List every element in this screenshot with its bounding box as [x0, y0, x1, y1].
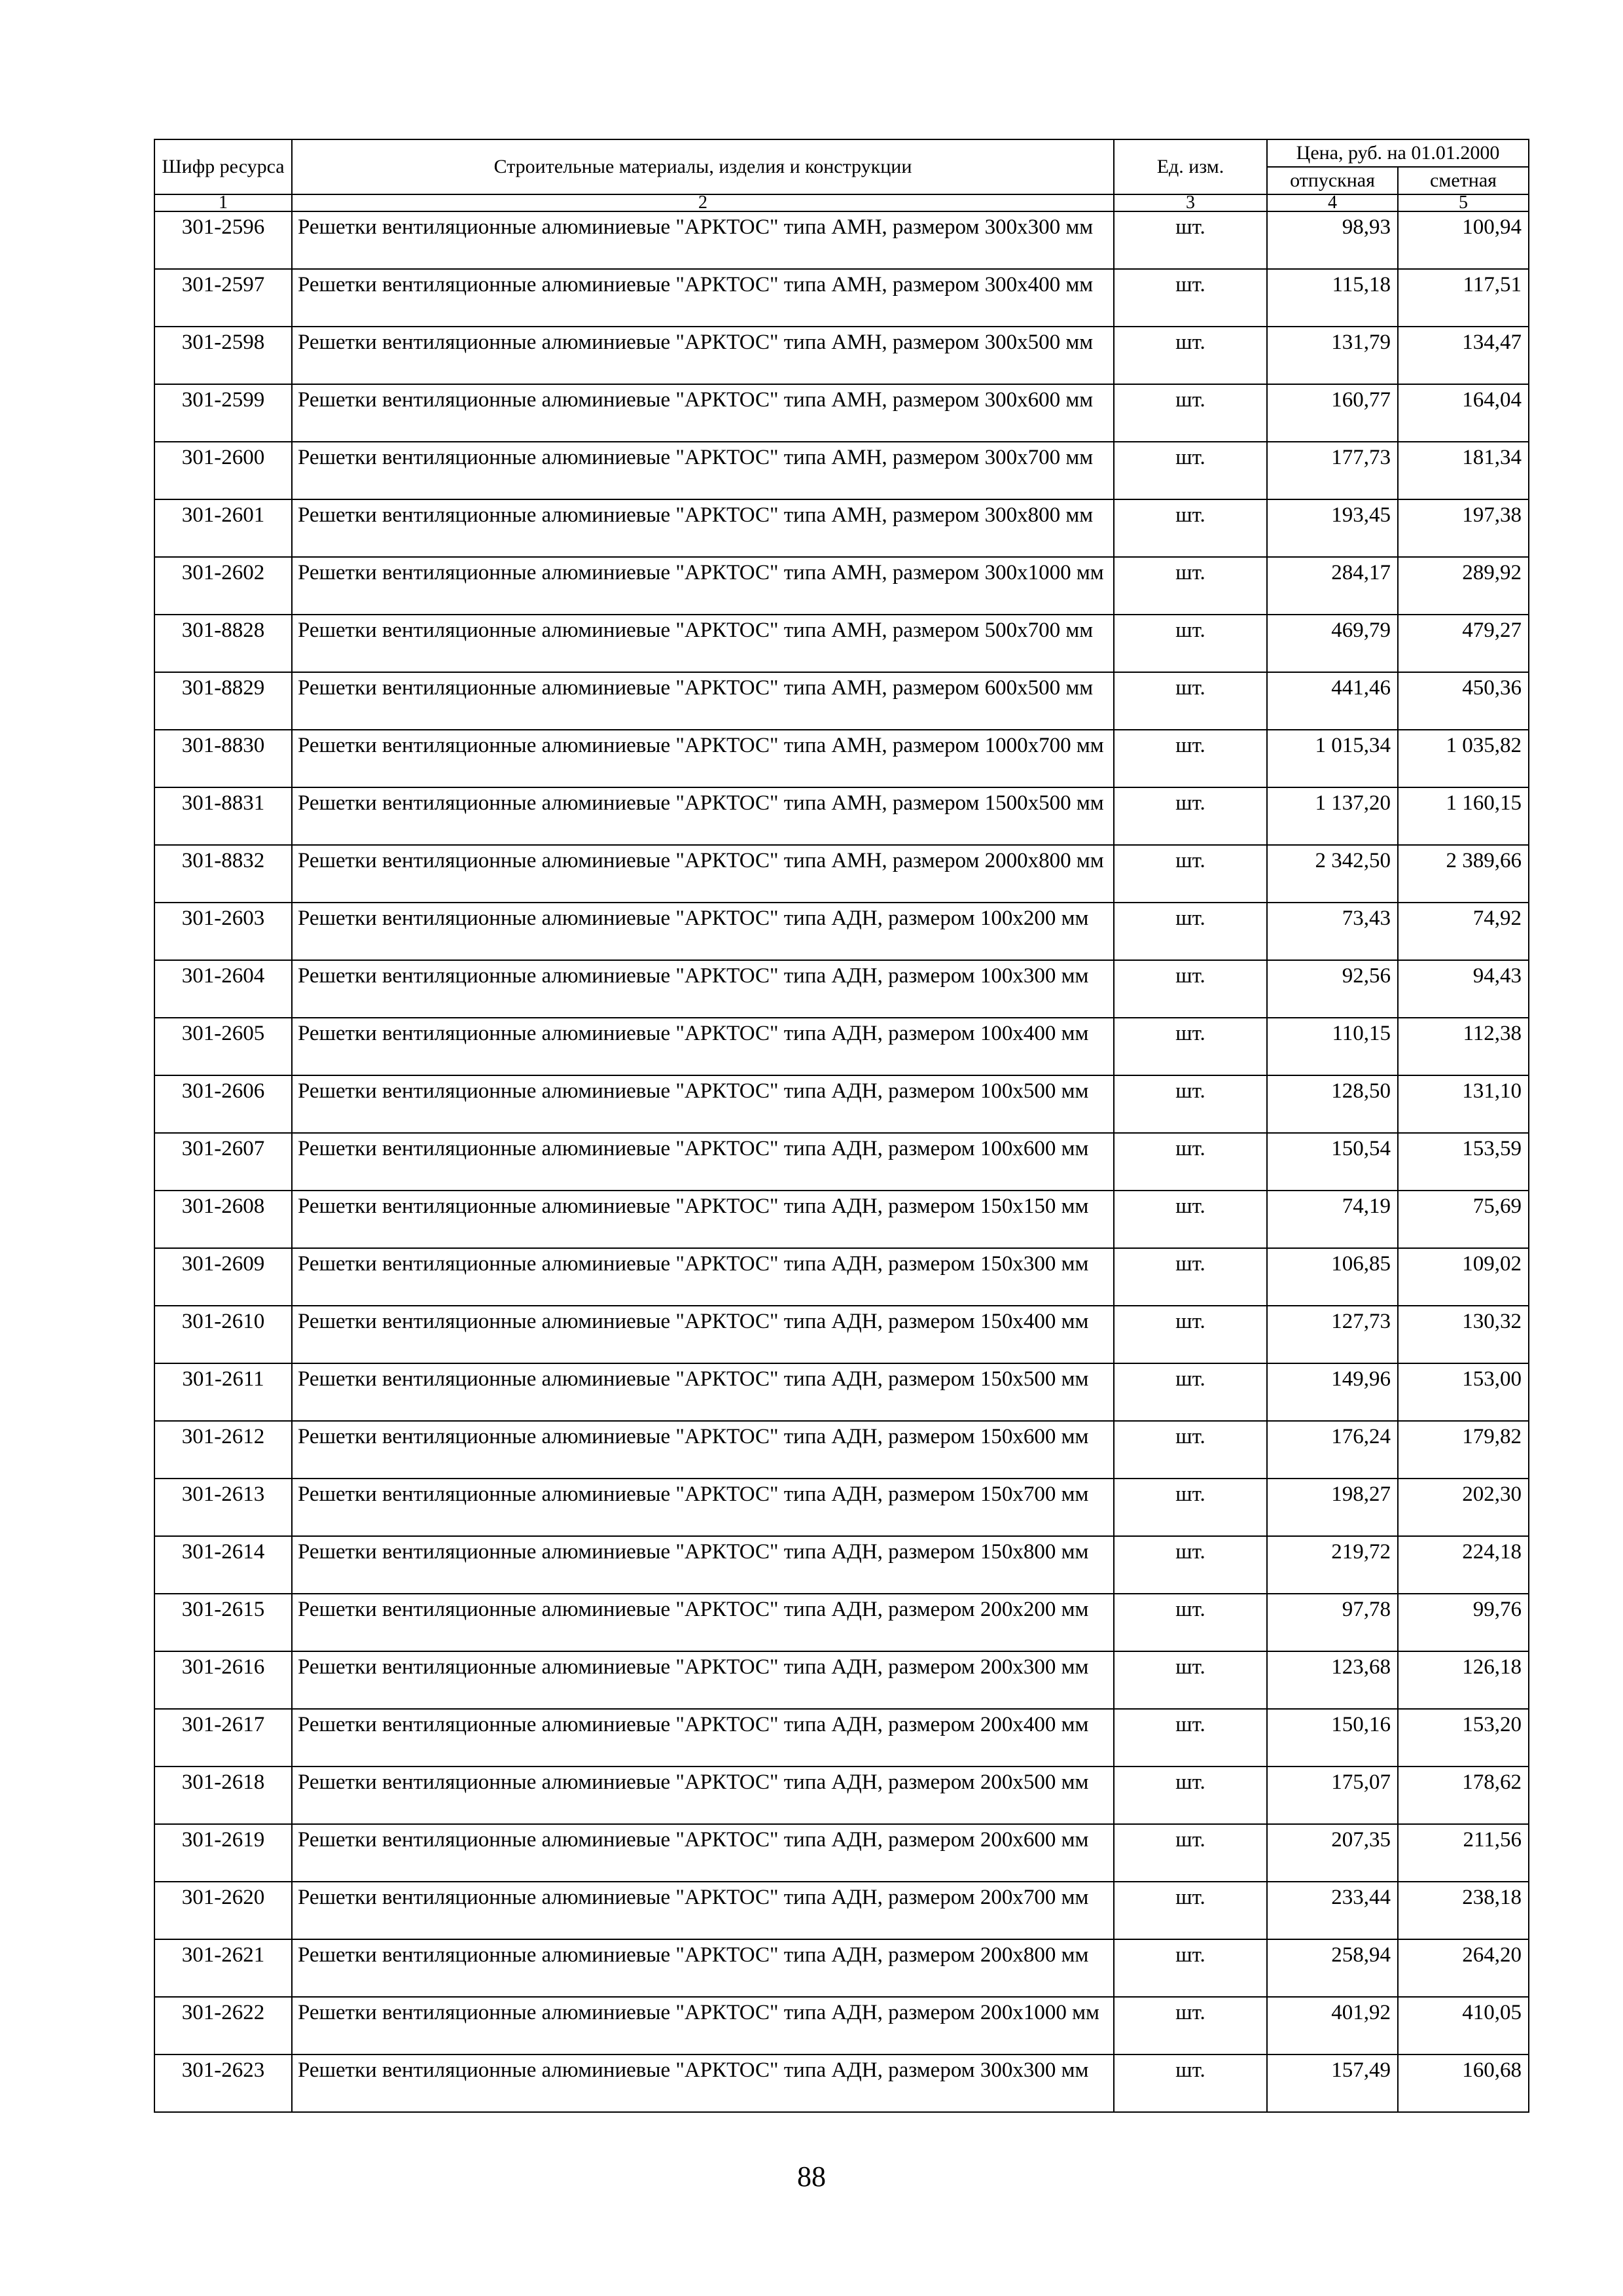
estimate-price: 238,18	[1398, 1882, 1529, 1939]
estimate-price: 75,69	[1398, 1191, 1529, 1248]
material-name: Решетки вентиляционные алюминиевые "АРКТОС" типа АМН, размером 300х400 мм	[292, 269, 1114, 327]
unit-of-measure: шт.	[1114, 1709, 1267, 1767]
table-row	[154, 327, 1529, 384]
unit-of-measure: шт.	[1114, 845, 1267, 903]
resource-code: 301-2603	[154, 903, 292, 960]
material-name: Решетки вентиляционные алюминиевые "АРКТОС" типа АДН, размером 300х300 мм	[292, 2054, 1114, 2112]
material-name: Решетки вентиляционные алюминиевые "АРКТОС" типа АДН, размером 100х400 мм	[292, 1018, 1114, 1075]
material-name: Решетки вентиляционные алюминиевые "АРКТОС" типа АДН, размером 200х400 мм	[292, 1709, 1114, 1767]
table-row	[154, 2054, 1529, 2112]
material-name: Решетки вентиляционные алюминиевые "АРКТОС" типа АМН, размером 300х500 мм	[292, 327, 1114, 384]
estimate-price: 130,32	[1398, 1306, 1529, 1363]
material-name: Решетки вентиляционные алюминиевые "АРКТОС" типа АМН, размером 600х500 мм	[292, 672, 1114, 730]
material-name: Решетки вентиляционные алюминиевые "АРКТОС" типа АДН, размером 200х600 мм	[292, 1824, 1114, 1882]
release-price: 73,43	[1267, 903, 1398, 960]
estimate-price: 117,51	[1398, 269, 1529, 327]
resource-code: 301-2620	[154, 1882, 292, 1939]
unit-of-measure: шт.	[1114, 384, 1267, 442]
unit-of-measure: шт.	[1114, 1882, 1267, 1939]
resource-code: 301-2596	[154, 211, 292, 269]
table-row	[154, 269, 1529, 327]
material-name: Решетки вентиляционные алюминиевые "АРКТОС" типа АДН, размером 150х600 мм	[292, 1421, 1114, 1479]
estimate-price: 1 160,15	[1398, 787, 1529, 845]
release-price: 284,17	[1267, 557, 1398, 615]
resource-code: 301-2622	[154, 1997, 292, 2054]
price-table	[154, 139, 1529, 2113]
unit-of-measure: шт.	[1114, 269, 1267, 327]
unit-of-measure: шт.	[1114, 1421, 1267, 1479]
estimate-price: 178,62	[1398, 1767, 1529, 1824]
unit-of-measure: шт.	[1114, 1594, 1267, 1651]
unit-of-measure: шт.	[1114, 557, 1267, 615]
release-price: 106,85	[1267, 1248, 1398, 1306]
resource-code: 301-2611	[154, 1363, 292, 1421]
material-name: Решетки вентиляционные алюминиевые "АРКТОС" типа АМН, размером 1000х700 мм	[292, 730, 1114, 787]
resource-code: 301-2601	[154, 499, 292, 557]
resource-code: 301-8832	[154, 845, 292, 903]
unit-of-measure: шт.	[1114, 1306, 1267, 1363]
release-price: 233,44	[1267, 1882, 1398, 1939]
table-row	[154, 1018, 1529, 1075]
table-row	[154, 615, 1529, 672]
estimate-price: 410,05	[1398, 1997, 1529, 2054]
estimate-price: 134,47	[1398, 327, 1529, 384]
release-price: 177,73	[1267, 442, 1398, 499]
estimate-price: 164,04	[1398, 384, 1529, 442]
resource-code: 301-2617	[154, 1709, 292, 1767]
estimate-price: 153,00	[1398, 1363, 1529, 1421]
estimate-price: 289,92	[1398, 557, 1529, 615]
resource-code: 301-2600	[154, 442, 292, 499]
table-body	[154, 211, 1529, 2112]
unit-of-measure: шт.	[1114, 1939, 1267, 1997]
resource-code: 301-2606	[154, 1075, 292, 1133]
table-row	[154, 211, 1529, 269]
table-row	[154, 384, 1529, 442]
resource-code: 301-2597	[154, 269, 292, 327]
resource-code: 301-2616	[154, 1651, 292, 1709]
resource-code: 301-2609	[154, 1248, 292, 1306]
unit-of-measure: шт.	[1114, 1133, 1267, 1191]
estimate-price: 74,92	[1398, 903, 1529, 960]
resource-code: 301-2613	[154, 1479, 292, 1536]
release-price: 175,07	[1267, 1767, 1398, 1824]
material-name: Решетки вентиляционные алюминиевые "АРКТОС" типа АМН, размером 300х700 мм	[292, 442, 1114, 499]
material-name: Решетки вентиляционные алюминиевые "АРКТОС" типа АМН, размером 300х1000 мм	[292, 557, 1114, 615]
resource-code: 301-8829	[154, 672, 292, 730]
release-price: 207,35	[1267, 1824, 1398, 1882]
release-price: 110,15	[1267, 1018, 1398, 1075]
resource-code: 301-8828	[154, 615, 292, 672]
resource-code: 301-2602	[154, 557, 292, 615]
material-name: Решетки вентиляционные алюминиевые "АРКТОС" типа АДН, размером 150х400 мм	[292, 1306, 1114, 1363]
resource-code: 301-2608	[154, 1191, 292, 1248]
release-price: 401,92	[1267, 1997, 1398, 2054]
table-row	[154, 1248, 1529, 1306]
unit-of-measure: шт.	[1114, 1824, 1267, 1882]
release-price: 2 342,50	[1267, 845, 1398, 903]
release-price: 1 137,20	[1267, 787, 1398, 845]
release-price: 258,94	[1267, 1939, 1398, 1997]
resource-code: 301-2618	[154, 1767, 292, 1824]
material-name: Решетки вентиляционные алюминиевые "АРКТОС" типа АМН, размером 1500х500 мм	[292, 787, 1114, 845]
table-row	[154, 845, 1529, 903]
unit-of-measure: шт.	[1114, 1767, 1267, 1824]
material-name: Решетки вентиляционные алюминиевые "АРКТОС" типа АМН, размером 500х700 мм	[292, 615, 1114, 672]
release-price: 176,24	[1267, 1421, 1398, 1479]
table-row	[154, 1075, 1529, 1133]
unit-of-measure: шт.	[1114, 1248, 1267, 1306]
material-name: Решетки вентиляционные алюминиевые "АРКТОС" типа АДН, размером 150х800 мм	[292, 1536, 1114, 1594]
material-name: Решетки вентиляционные алюминиевые "АРКТОС" типа АДН, размером 100х200 мм	[292, 903, 1114, 960]
material-name: Решетки вентиляционные алюминиевые "АРКТОС" типа АМН, размером 2000х800 мм	[292, 845, 1114, 903]
table-row	[154, 442, 1529, 499]
release-price: 149,96	[1267, 1363, 1398, 1421]
table-row	[154, 1709, 1529, 1767]
resource-code: 301-2619	[154, 1824, 292, 1882]
release-price: 198,27	[1267, 1479, 1398, 1536]
column-number: 2	[292, 194, 1114, 211]
material-name: Решетки вентиляционные алюминиевые "АРКТОС" типа АМН, размером 300х300 мм	[292, 211, 1114, 269]
release-price: 469,79	[1267, 615, 1398, 672]
estimate-price: 179,82	[1398, 1421, 1529, 1479]
material-name: Решетки вентиляционные алюминиевые "АРКТОС" типа АДН, размером 200х800 мм	[292, 1939, 1114, 1997]
estimate-price: 126,18	[1398, 1651, 1529, 1709]
header-price-release: отпускная	[1267, 167, 1398, 194]
estimate-price: 131,10	[1398, 1075, 1529, 1133]
table-row	[154, 1882, 1529, 1939]
table-row	[154, 499, 1529, 557]
unit-of-measure: шт.	[1114, 1536, 1267, 1594]
table-row	[154, 1651, 1529, 1709]
unit-of-measure: шт.	[1114, 730, 1267, 787]
header-price-estimate: сметная	[1398, 167, 1529, 194]
release-price: 150,16	[1267, 1709, 1398, 1767]
resource-code: 301-2612	[154, 1421, 292, 1479]
material-name: Решетки вентиляционные алюминиевые "АРКТОС" типа АДН, размером 200х500 мм	[292, 1767, 1114, 1824]
estimate-price: 1 035,82	[1398, 730, 1529, 787]
column-number-row	[154, 194, 1529, 211]
table-row	[154, 1767, 1529, 1824]
release-price: 92,56	[1267, 960, 1398, 1018]
table-row	[154, 730, 1529, 787]
estimate-price: 109,02	[1398, 1248, 1529, 1306]
header-unit: Ед. изм.	[1114, 139, 1267, 194]
unit-of-measure: шт.	[1114, 1363, 1267, 1421]
estimate-price: 211,56	[1398, 1824, 1529, 1882]
unit-of-measure: шт.	[1114, 499, 1267, 557]
estimate-price: 479,27	[1398, 615, 1529, 672]
release-price: 131,79	[1267, 327, 1398, 384]
estimate-price: 153,59	[1398, 1133, 1529, 1191]
release-price: 123,68	[1267, 1651, 1398, 1709]
unit-of-measure: шт.	[1114, 1018, 1267, 1075]
table-row	[154, 1191, 1529, 1248]
table-row	[154, 557, 1529, 615]
column-number: 1	[154, 194, 292, 211]
unit-of-measure: шт.	[1114, 960, 1267, 1018]
table-header	[154, 139, 1529, 211]
resource-code: 301-2621	[154, 1939, 292, 1997]
header-name: Строительные материалы, изделия и конструкции	[292, 139, 1114, 194]
estimate-price: 100,94	[1398, 211, 1529, 269]
table-row	[154, 1997, 1529, 2054]
resource-code: 301-8830	[154, 730, 292, 787]
header-code: Шифр ресурса	[154, 139, 292, 194]
table-row	[154, 1479, 1529, 1536]
material-name: Решетки вентиляционные алюминиевые "АРКТОС" типа АМН, размером 300х600 мм	[292, 384, 1114, 442]
material-name: Решетки вентиляционные алюминиевые "АРКТОС" типа АДН, размером 100х600 мм	[292, 1133, 1114, 1191]
table-row	[154, 1306, 1529, 1363]
table-row	[154, 1594, 1529, 1651]
table-row	[154, 1824, 1529, 1882]
estimate-price: 160,68	[1398, 2054, 1529, 2112]
material-name: Решетки вентиляционные алюминиевые "АРКТОС" типа АДН, размером 200х1000 мм	[292, 1997, 1114, 2054]
estimate-price: 181,34	[1398, 442, 1529, 499]
estimate-price: 264,20	[1398, 1939, 1529, 1997]
unit-of-measure: шт.	[1114, 672, 1267, 730]
material-name: Решетки вентиляционные алюминиевые "АРКТОС" типа АДН, размером 150х700 мм	[292, 1479, 1114, 1536]
column-number: 5	[1398, 194, 1529, 211]
resource-code: 301-2607	[154, 1133, 292, 1191]
material-name: Решетки вентиляционные алюминиевые "АРКТОС" типа АДН, размером 150х500 мм	[292, 1363, 1114, 1421]
estimate-price: 202,30	[1398, 1479, 1529, 1536]
material-name: Решетки вентиляционные алюминиевые "АРКТОС" типа АДН, размером 200х700 мм	[292, 1882, 1114, 1939]
material-name: Решетки вентиляционные алюминиевые "АРКТОС" типа АДН, размером 150х150 мм	[292, 1191, 1114, 1248]
release-price: 115,18	[1267, 269, 1398, 327]
header-price-group: Цена, руб. на 01.01.2000	[1267, 139, 1529, 167]
table-row	[154, 1133, 1529, 1191]
resource-code: 301-2604	[154, 960, 292, 1018]
estimate-price: 94,43	[1398, 960, 1529, 1018]
resource-code: 301-2605	[154, 1018, 292, 1075]
unit-of-measure: шт.	[1114, 2054, 1267, 2112]
page-number: 88	[797, 2161, 826, 2193]
table-row	[154, 787, 1529, 845]
unit-of-measure: шт.	[1114, 211, 1267, 269]
estimate-price: 224,18	[1398, 1536, 1529, 1594]
release-price: 98,93	[1267, 211, 1398, 269]
table-row	[154, 1363, 1529, 1421]
unit-of-measure: шт.	[1114, 787, 1267, 845]
material-name: Решетки вентиляционные алюминиевые "АРКТОС" типа АМН, размером 300х800 мм	[292, 499, 1114, 557]
table-row	[154, 672, 1529, 730]
resource-code: 301-2615	[154, 1594, 292, 1651]
unit-of-measure: шт.	[1114, 1479, 1267, 1536]
estimate-price: 99,76	[1398, 1594, 1529, 1651]
resource-code: 301-8831	[154, 787, 292, 845]
resource-code: 301-2623	[154, 2054, 292, 2112]
release-price: 97,78	[1267, 1594, 1398, 1651]
unit-of-measure: шт.	[1114, 1191, 1267, 1248]
release-price: 193,45	[1267, 499, 1398, 557]
material-name: Решетки вентиляционные алюминиевые "АРКТОС" типа АДН, размером 100х300 мм	[292, 960, 1114, 1018]
release-price: 219,72	[1267, 1536, 1398, 1594]
unit-of-measure: шт.	[1114, 903, 1267, 960]
resource-code: 301-2598	[154, 327, 292, 384]
unit-of-measure: шт.	[1114, 327, 1267, 384]
unit-of-measure: шт.	[1114, 442, 1267, 499]
table-row	[154, 903, 1529, 960]
release-price: 127,73	[1267, 1306, 1398, 1363]
estimate-price: 112,38	[1398, 1018, 1529, 1075]
table-row	[154, 1421, 1529, 1479]
table-row	[154, 960, 1529, 1018]
table-row	[154, 1536, 1529, 1594]
resource-code: 301-2599	[154, 384, 292, 442]
material-name: Решетки вентиляционные алюминиевые "АРКТОС" типа АДН, размером 100х500 мм	[292, 1075, 1114, 1133]
release-price: 441,46	[1267, 672, 1398, 730]
column-number: 3	[1114, 194, 1267, 211]
estimate-price: 450,36	[1398, 672, 1529, 730]
unit-of-measure: шт.	[1114, 615, 1267, 672]
estimate-price: 2 389,66	[1398, 845, 1529, 903]
material-name: Решетки вентиляционные алюминиевые "АРКТОС" типа АДН, размером 200х200 мм	[292, 1594, 1114, 1651]
column-number: 4	[1267, 194, 1398, 211]
release-price: 128,50	[1267, 1075, 1398, 1133]
price-table-container	[154, 139, 1528, 2113]
unit-of-measure: шт.	[1114, 1997, 1267, 2054]
resource-code: 301-2614	[154, 1536, 292, 1594]
material-name: Решетки вентиляционные алюминиевые "АРКТОС" типа АДН, размером 150х300 мм	[292, 1248, 1114, 1306]
estimate-price: 153,20	[1398, 1709, 1529, 1767]
unit-of-measure: шт.	[1114, 1075, 1267, 1133]
table-row	[154, 1939, 1529, 1997]
release-price: 74,19	[1267, 1191, 1398, 1248]
release-price: 157,49	[1267, 2054, 1398, 2112]
estimate-price: 197,38	[1398, 499, 1529, 557]
unit-of-measure: шт.	[1114, 1651, 1267, 1709]
material-name: Решетки вентиляционные алюминиевые "АРКТОС" типа АДН, размером 200х300 мм	[292, 1651, 1114, 1709]
release-price: 150,54	[1267, 1133, 1398, 1191]
resource-code: 301-2610	[154, 1306, 292, 1363]
release-price: 160,77	[1267, 384, 1398, 442]
release-price: 1 015,34	[1267, 730, 1398, 787]
